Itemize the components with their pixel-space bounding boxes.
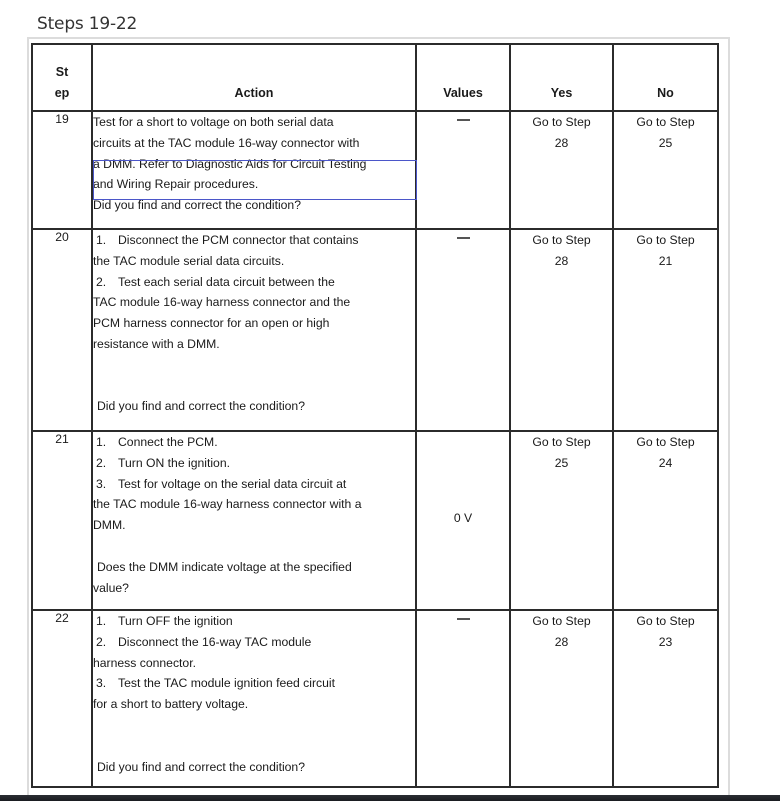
values-cell: [416, 229, 510, 431]
action-text: a DMM. Refer to Diagnostic Aids for Circuit Testing: [93, 156, 367, 171]
values-cell: [416, 111, 510, 229]
action-item: [93, 611, 415, 632]
header-values: Values: [416, 44, 510, 111]
taskbar: [0, 795, 780, 801]
action-text: circuits at the TAC module 16-way connector with: [93, 135, 360, 150]
yes-label: Go to Step: [532, 115, 591, 129]
yes-cell: [510, 431, 613, 610]
yes-label: Go to Step: [532, 435, 591, 449]
action-question: Does the DMM indicate voltage at the specified: [97, 559, 352, 574]
no-label: Go to Step: [636, 115, 695, 129]
yes-step: 28: [554, 135, 569, 150]
action-item: [93, 673, 415, 694]
action-question: value?: [93, 580, 129, 595]
action-question: Did you find and correct the condition?: [97, 399, 305, 414]
values-cell: [416, 431, 510, 610]
action-item: [93, 432, 415, 453]
no-cell: [613, 610, 718, 787]
no-cell: [613, 111, 718, 229]
item-text: Disconnect the PCM connector that contains: [118, 233, 359, 247]
item-number: 3.: [96, 676, 107, 691]
value-text: 0 V: [453, 511, 473, 525]
item-number: 2.: [96, 455, 107, 470]
action-cell: [92, 431, 416, 610]
header-yes: Yes: [510, 44, 613, 111]
text-selection-highlight[interactable]: [93, 160, 417, 200]
item-text: Test each serial data circuit between the: [118, 274, 335, 289]
action-item: [93, 272, 415, 293]
step-number: 21: [32, 431, 92, 610]
table-row: [32, 229, 718, 431]
step-number: 19: [32, 111, 92, 229]
no-value-dash: [457, 618, 470, 620]
no-cell: [613, 431, 718, 610]
yes-cell: [510, 111, 613, 229]
yes-cell: [510, 610, 613, 787]
item-number: 2.: [96, 634, 107, 649]
action-text: harness connector.: [93, 655, 196, 670]
action-item: [93, 453, 415, 474]
item-text: Disconnect the 16-way TAC module: [118, 634, 312, 649]
no-value-dash: [457, 119, 470, 121]
action-text: PCM harness connector for an open or high: [93, 316, 330, 331]
table-header-row: [32, 44, 718, 111]
no-step: 24: [658, 455, 673, 470]
no-step: 25: [658, 135, 673, 150]
item-text: Test for voltage on the serial data circuit at: [118, 476, 347, 491]
action-text: for a short to battery voltage.: [93, 697, 249, 712]
values-cell: [416, 610, 510, 787]
diagnostic-steps-table: [31, 43, 719, 788]
item-number: 1.: [96, 435, 107, 449]
item-number: 2.: [96, 274, 107, 289]
table-row: [32, 610, 718, 787]
action-question: Did you find and correct the condition?: [93, 198, 301, 213]
item-number: 1.: [96, 233, 107, 247]
action-item: [93, 632, 415, 653]
item-text: Turn ON the ignition.: [118, 455, 230, 470]
item-text: Test the TAC module ignition feed circuit: [118, 676, 335, 691]
item-number: 1.: [96, 614, 107, 628]
no-step: 23: [658, 634, 673, 649]
action-text: and Wiring Repair procedures.: [93, 177, 259, 192]
action-text: DMM.: [93, 518, 126, 533]
action-text: the TAC module serial data circuits.: [93, 253, 285, 268]
action-text: resistance with a DMM.: [93, 336, 220, 351]
action-cell: [92, 610, 416, 787]
item-text: Connect the PCM.: [118, 435, 218, 449]
no-label: Go to Step: [636, 435, 695, 449]
yes-label: Go to Step: [532, 614, 591, 628]
action-text: Test for a short to voltage on both serial data: [93, 115, 334, 129]
item-number: 3.: [96, 476, 107, 491]
no-step: 21: [658, 253, 673, 268]
action-text: the TAC module 16-way harness connector with a: [93, 497, 362, 512]
header-action: Action: [92, 44, 416, 111]
yes-step: 28: [554, 634, 569, 649]
action-text: TAC module 16-way harness connector and the: [93, 295, 351, 310]
yes-step: 28: [554, 253, 569, 268]
action-question: Did you find and correct the condition?: [97, 759, 305, 774]
step-number: 22: [32, 610, 92, 787]
action-cell: [92, 111, 416, 229]
action-cell: [92, 229, 416, 431]
header-step-line1: St: [55, 65, 69, 79]
step-number: 20: [32, 229, 92, 431]
no-cell: [613, 229, 718, 431]
no-value-dash: [457, 237, 470, 239]
table-row: [32, 111, 718, 229]
action-item: [93, 230, 415, 251]
no-label: Go to Step: [636, 233, 695, 247]
action-item: [93, 474, 415, 495]
table-row: [32, 431, 718, 610]
yes-cell: [510, 229, 613, 431]
no-label: Go to Step: [636, 614, 695, 628]
header-step: [32, 44, 92, 111]
page-title: Steps 19-22: [37, 14, 138, 34]
header-no: No: [613, 44, 718, 111]
header-step-line2: ep: [54, 86, 70, 100]
item-text: Turn OFF the ignition: [118, 614, 233, 628]
yes-step: 25: [554, 455, 569, 470]
yes-label: Go to Step: [532, 233, 591, 247]
